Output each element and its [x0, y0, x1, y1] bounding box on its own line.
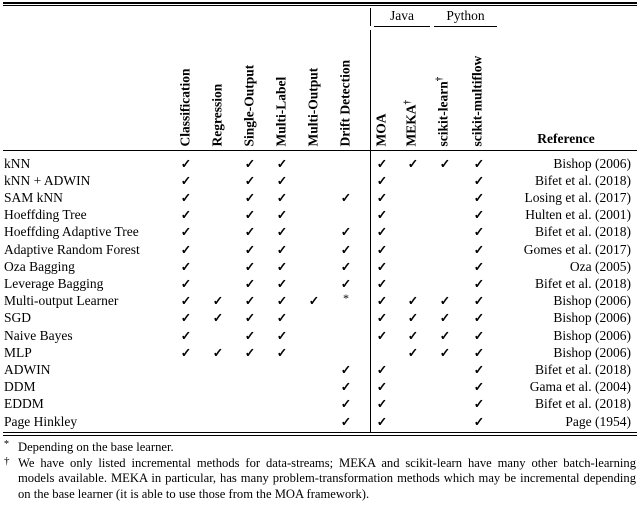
table-top-rule: [3, 2, 637, 4]
check-icon: ✓: [407, 294, 419, 309]
cell-ddm-moa: [372, 378, 392, 396]
table-row: [0, 361, 640, 378]
check-icon: ✓: [376, 414, 388, 429]
cell-naive-bayes-single-output: [240, 327, 260, 345]
cell-hoeffding-adaptive-tree-multi-label: [272, 223, 292, 241]
check-icon: ✓: [376, 380, 388, 395]
check-icon: ✓: [180, 190, 192, 205]
row-label-adaptive-random-forest: Adaptive Random Forest: [4, 241, 140, 257]
cell-hoeffding-tree-multi-label: [272, 206, 292, 224]
check-icon: ✓: [439, 328, 451, 343]
cell-adwin-moa: [372, 361, 392, 379]
column-header-scikit-multiflow-label: scikit-multiflow: [469, 55, 485, 146]
row-label-mlp: MLP: [4, 344, 32, 360]
cell-adwin-scikit-multiflow: [469, 361, 489, 379]
cell-knn-plus-adwin-classification: [176, 172, 196, 190]
check-icon: ✓: [376, 225, 388, 240]
group-header-python: Python: [446, 8, 485, 23]
cell-hoeffding-tree-single-output: [240, 206, 260, 224]
check-icon: ✓: [473, 294, 485, 309]
cell-leverage-bagging-multi-label: [272, 275, 292, 293]
cell-hoeffding-tree-classification: [176, 206, 196, 224]
check-icon: ✓: [473, 225, 485, 240]
column-header-reference: Reference: [537, 131, 595, 146]
check-icon: ✓: [308, 294, 320, 309]
cell-hoeffding-adaptive-tree-single-output: [240, 223, 260, 241]
reference-hoeffding-adaptive-tree: Bifet et al. (2018): [535, 224, 631, 240]
check-icon: ✓: [473, 259, 485, 274]
check-icon: ✓: [439, 311, 451, 326]
cell-sam-knn-drift-detection: [336, 189, 356, 207]
cell-oza-bagging-multi-label: [272, 258, 292, 276]
reference-mlp: Bishop (2006): [553, 344, 631, 360]
check-icon: ✓: [180, 259, 192, 274]
check-icon: ✓: [473, 380, 485, 395]
row-label-adwin: ADWIN: [4, 361, 51, 377]
header-separator-rule: [3, 150, 637, 151]
cell-knn-scikit-learn: [435, 155, 455, 173]
java-group-rule: [374, 26, 430, 27]
cell-adaptive-random-forest-moa: [372, 241, 392, 259]
check-icon: ✓: [276, 328, 288, 343]
column-header-meka: [402, 30, 421, 146]
check-icon: ✓: [244, 294, 256, 309]
cell-mlp-scikit-multiflow: [469, 344, 489, 362]
check-icon: ✓: [340, 225, 352, 240]
table-row: [0, 344, 640, 361]
check-icon: ✓: [473, 173, 485, 188]
footnote-dagger-text: We have only listed incremental methods for data-streams; MEKA and scikit-learn have many other batch-learning models available. MEKA in particular, has many problem-transformation methods which may be incremental depending on the base learner (it is able to use those from the MOA framework).: [18, 455, 636, 501]
check-icon: ✓: [276, 294, 288, 309]
check-icon: ✓: [376, 242, 388, 257]
check-icon: ✓: [407, 311, 419, 326]
row-label-multi-output-learner: Multi-output Learner: [4, 293, 119, 309]
cell-knn-plus-adwin-moa: [372, 172, 392, 190]
cell-sgd-multi-label: [272, 309, 292, 327]
reference-ddm: Gama et al. (2004): [529, 379, 631, 395]
check-icon: ✓: [276, 311, 288, 326]
check-icon: ✓: [439, 156, 451, 171]
cell-leverage-bagging-moa: [372, 275, 392, 293]
table-row: [0, 292, 640, 309]
cell-oza-bagging-moa: [372, 258, 392, 276]
cell-multi-output-learner-moa: [372, 292, 392, 310]
check-icon: ✓: [180, 173, 192, 188]
table-row: [0, 309, 640, 326]
check-icon: ✓: [244, 345, 256, 360]
row-label-sgd: SGD: [4, 310, 32, 326]
cell-multi-output-learner-meka: [403, 292, 423, 310]
check-icon: ✓: [244, 190, 256, 205]
check-icon: ✓: [212, 311, 224, 326]
cell-multi-output-learner-drift-detection: [336, 292, 356, 310]
cell-hoeffding-adaptive-tree-drift-detection: [336, 223, 356, 241]
row-label-knn: kNN: [4, 155, 31, 171]
check-icon: ✓: [244, 242, 256, 257]
cell-sam-knn-classification: [176, 189, 196, 207]
cell-hoeffding-tree-scikit-multiflow: [469, 206, 489, 224]
cell-page-hinkley-scikit-multiflow: [469, 413, 489, 431]
table-row: [0, 172, 640, 189]
column-header-classification: [179, 30, 195, 146]
cell-sgd-scikit-learn: [435, 309, 455, 327]
table-row: [0, 223, 640, 240]
cell-adwin-drift-detection: [336, 361, 356, 379]
cell-page-hinkley-moa: [372, 413, 392, 431]
check-icon: ✓: [376, 311, 388, 326]
column-header-regression: [211, 30, 227, 146]
table-row: [0, 206, 640, 223]
cell-knn-plus-adwin-single-output: [240, 172, 260, 190]
check-icon: ✓: [473, 397, 485, 412]
cell-mlp-classification: [176, 344, 196, 362]
table-row: [0, 327, 640, 344]
cell-naive-bayes-classification: [176, 327, 196, 345]
column-header-scikit-learn: [434, 30, 453, 146]
check-icon: ✓: [407, 156, 419, 171]
check-icon: ✓: [376, 190, 388, 205]
check-icon: ✓: [180, 345, 192, 360]
cell-adaptive-random-forest-single-output: [240, 241, 260, 259]
reference-page-hinkley: Page (1954): [565, 413, 631, 429]
cell-hoeffding-adaptive-tree-classification: [176, 223, 196, 241]
table-row: [0, 258, 640, 275]
footnotes: [4, 440, 636, 502]
group-header-java: Java: [390, 8, 414, 23]
cell-naive-bayes-scikit-learn: [435, 327, 455, 345]
check-icon: ✓: [473, 276, 485, 291]
column-header-single-output: [243, 30, 259, 146]
check-icon: ✓: [180, 276, 192, 291]
row-label-hoeffding-adaptive-tree: Hoeffding Adaptive Tree: [4, 224, 139, 240]
cell-knn-meka: [403, 155, 423, 173]
check-icon: ✓: [376, 276, 388, 291]
check-icon: ✓: [473, 328, 485, 343]
cell-sgd-moa: [372, 309, 392, 327]
cell-adaptive-random-forest-scikit-multiflow: [469, 241, 489, 259]
check-icon: ✓: [473, 242, 485, 257]
check-icon: ✓: [340, 242, 352, 257]
table-row: [0, 189, 640, 206]
check-icon: ✓: [439, 294, 451, 309]
check-icon: ✓: [473, 345, 485, 360]
reference-leverage-bagging: Bifet et al. (2018): [535, 275, 631, 291]
column-header-moa-label: MOA: [373, 113, 389, 146]
reference-sam-knn: Losing et al. (2017): [524, 189, 631, 205]
cell-sam-knn-moa: [372, 189, 392, 207]
check-icon: ✓: [376, 259, 388, 274]
row-label-eddm: EDDM: [4, 396, 44, 412]
check-icon: ✓: [180, 242, 192, 257]
check-icon: ✓: [244, 328, 256, 343]
cell-multi-output-learner-multi-label: [272, 292, 292, 310]
cell-multi-output-learner-single-output: [240, 292, 260, 310]
check-icon: ✓: [340, 362, 352, 377]
cell-multi-output-learner-scikit-learn: [435, 292, 455, 310]
table-row: [0, 395, 640, 412]
cell-oza-bagging-drift-detection: [336, 258, 356, 276]
cell-adaptive-random-forest-multi-label: [272, 241, 292, 259]
column-header-regression-label: Regression: [209, 83, 225, 146]
table-row: [0, 378, 640, 395]
cell-mlp-scikit-learn: [435, 344, 455, 362]
cell-mlp-single-output: [240, 344, 260, 362]
cell-adaptive-random-forest-drift-detection: [336, 241, 356, 259]
check-icon: ✓: [276, 259, 288, 274]
cell-naive-bayes-scikit-multiflow: [469, 327, 489, 345]
check-icon: ✓: [244, 225, 256, 240]
asterisk-icon: *: [343, 291, 349, 306]
check-icon: ✓: [473, 208, 485, 223]
check-icon: ✓: [376, 328, 388, 343]
footnote-asterisk: [4, 440, 636, 456]
check-icon: ✓: [244, 259, 256, 274]
cell-sam-knn-multi-label: [272, 189, 292, 207]
row-label-oza-bagging: Oza Bagging: [4, 258, 75, 274]
reference-sgd: Bishop (2006): [553, 310, 631, 326]
column-header-multi-output-label: Multi-Output: [305, 67, 321, 146]
reference-adwin: Bifet et al. (2018): [535, 361, 631, 377]
cell-eddm-scikit-multiflow: [469, 395, 489, 413]
cell-knn-classification: [176, 155, 196, 173]
column-header-moa: [375, 30, 391, 146]
row-label-hoeffding-tree: Hoeffding Tree: [4, 207, 87, 223]
cell-knn-multi-label: [272, 155, 292, 173]
check-icon: ✓: [340, 276, 352, 291]
check-icon: ✓: [212, 345, 224, 360]
cell-knn-plus-adwin-scikit-multiflow: [469, 172, 489, 190]
column-header-scikit-multiflow: [471, 30, 487, 146]
cell-mlp-regression: [208, 344, 228, 362]
check-icon: ✓: [276, 242, 288, 257]
column-header-meka-label: MEKA†: [402, 99, 419, 146]
check-icon: ✓: [473, 190, 485, 205]
cell-sam-knn-scikit-multiflow: [469, 189, 489, 207]
check-icon: ✓: [473, 414, 485, 429]
cell-multi-output-learner-regression: [208, 292, 228, 310]
check-icon: ✓: [407, 328, 419, 343]
cell-naive-bayes-moa: [372, 327, 392, 345]
check-icon: ✓: [376, 397, 388, 412]
check-icon: ✓: [244, 276, 256, 291]
reference-naive-bayes: Bishop (2006): [553, 327, 631, 343]
column-header-classification-label: Classification: [177, 67, 193, 146]
footnote-asterisk-marker: *: [4, 439, 9, 450]
footnote-dagger: [4, 456, 636, 503]
check-icon: ✓: [244, 173, 256, 188]
check-icon: ✓: [180, 311, 192, 326]
cell-multi-output-learner-scikit-multiflow: [469, 292, 489, 310]
table-row: [0, 413, 640, 430]
reference-knn: Bishop (2006): [553, 155, 631, 171]
check-icon: ✓: [473, 311, 485, 326]
check-icon: ✓: [180, 208, 192, 223]
column-header-single-output-label: Single-Output: [241, 64, 257, 146]
reference-multi-output-learner: Bishop (2006): [553, 293, 631, 309]
cell-knn-plus-adwin-multi-label: [272, 172, 292, 190]
cell-oza-bagging-classification: [176, 258, 196, 276]
cell-sgd-meka: [403, 309, 423, 327]
check-icon: ✓: [180, 225, 192, 240]
cell-knn-scikit-multiflow: [469, 155, 489, 173]
cell-leverage-bagging-single-output: [240, 275, 260, 293]
cell-sam-knn-single-output: [240, 189, 260, 207]
table-row: [0, 241, 640, 258]
table-row: [0, 155, 640, 172]
check-icon: ✓: [276, 190, 288, 205]
cell-naive-bayes-multi-label: [272, 327, 292, 345]
reference-adaptive-random-forest: Gomes et al. (2017): [523, 241, 631, 257]
cell-adaptive-random-forest-classification: [176, 241, 196, 259]
cell-oza-bagging-scikit-multiflow: [469, 258, 489, 276]
row-label-page-hinkley: Page Hinkley: [4, 413, 78, 429]
check-icon: ✓: [180, 294, 192, 309]
column-header-multi-label: [275, 30, 291, 146]
reference-knn-plus-adwin: Bifet et al. (2018): [535, 172, 631, 188]
reference-hoeffding-tree: Hulten et al. (2001): [525, 207, 631, 223]
cell-hoeffding-adaptive-tree-scikit-multiflow: [469, 223, 489, 241]
row-label-naive-bayes: Naive Bayes: [4, 327, 73, 343]
check-icon: ✓: [276, 345, 288, 360]
column-header-multi-output: [307, 30, 323, 146]
cell-knn-single-output: [240, 155, 260, 173]
row-label-ddm: DDM: [4, 379, 36, 395]
check-icon: ✓: [473, 362, 485, 377]
row-label-knn-plus-adwin: kNN + ADWIN: [4, 172, 91, 188]
cell-sgd-regression: [208, 309, 228, 327]
column-header-drift-detection: [339, 30, 355, 146]
check-icon: ✓: [276, 208, 288, 223]
python-group-rule: [434, 26, 497, 27]
reference-eddm: Bifet et al. (2018): [535, 396, 631, 412]
column-header-drift-detection-label: Drift Detection: [337, 59, 353, 146]
cell-ddm-drift-detection: [336, 378, 356, 396]
check-icon: ✓: [276, 156, 288, 171]
cell-leverage-bagging-scikit-multiflow: [469, 275, 489, 293]
cell-multi-output-learner-multi-output: [304, 292, 324, 310]
cell-sgd-single-output: [240, 309, 260, 327]
cell-hoeffding-adaptive-tree-moa: [372, 223, 392, 241]
cell-oza-bagging-single-output: [240, 258, 260, 276]
check-icon: ✓: [407, 345, 419, 360]
cell-naive-bayes-meka: [403, 327, 423, 345]
check-icon: ✓: [276, 276, 288, 291]
check-icon: ✓: [376, 362, 388, 377]
check-icon: ✓: [340, 190, 352, 205]
cell-page-hinkley-drift-detection: [336, 413, 356, 431]
check-icon: ✓: [180, 328, 192, 343]
check-icon: ✓: [340, 414, 352, 429]
check-icon: ✓: [473, 156, 485, 171]
cell-sgd-classification: [176, 309, 196, 327]
check-icon: ✓: [244, 311, 256, 326]
check-icon: ✓: [180, 156, 192, 171]
check-icon: ✓: [439, 345, 451, 360]
check-icon: ✓: [276, 225, 288, 240]
check-icon: ✓: [340, 380, 352, 395]
check-icon: ✓: [244, 208, 256, 223]
table-top-rule-thin: [3, 5, 637, 6]
check-icon: ✓: [376, 208, 388, 223]
footnote-dagger-marker: †: [4, 454, 10, 467]
check-icon: ✓: [376, 173, 388, 188]
cell-mlp-multi-label: [272, 344, 292, 362]
check-icon: ✓: [244, 156, 256, 171]
cell-ddm-scikit-multiflow: [469, 378, 489, 396]
cell-mlp-meka: [403, 344, 423, 362]
table-row: [0, 275, 640, 292]
cell-eddm-drift-detection: [336, 395, 356, 413]
check-icon: ✓: [376, 156, 388, 171]
table-bottom-rule-thick: [3, 435, 637, 437]
column-divider-header: [370, 8, 371, 26]
column-header-multi-label-label: Multi-Label: [273, 76, 289, 146]
cell-leverage-bagging-classification: [176, 275, 196, 293]
footnote-asterisk-text: Depending on the base learner.: [18, 440, 174, 454]
cell-multi-output-learner-classification: [176, 292, 196, 310]
cell-sgd-scikit-multiflow: [469, 309, 489, 327]
row-label-leverage-bagging: Leverage Bagging: [4, 275, 104, 291]
check-icon: ✓: [376, 294, 388, 309]
cell-knn-moa: [372, 155, 392, 173]
reference-oza-bagging: Oza (2005): [569, 258, 631, 274]
cell-eddm-moa: [372, 395, 392, 413]
row-label-sam-knn: SAM kNN: [4, 189, 63, 205]
cell-hoeffding-tree-moa: [372, 206, 392, 224]
check-icon: ✓: [212, 294, 224, 309]
column-header-scikit-learn-label: scikit-learn†: [434, 76, 451, 146]
check-icon: ✓: [340, 397, 352, 412]
check-icon: ✓: [276, 173, 288, 188]
table-bottom-rule: [3, 432, 637, 433]
check-icon: ✓: [340, 259, 352, 274]
